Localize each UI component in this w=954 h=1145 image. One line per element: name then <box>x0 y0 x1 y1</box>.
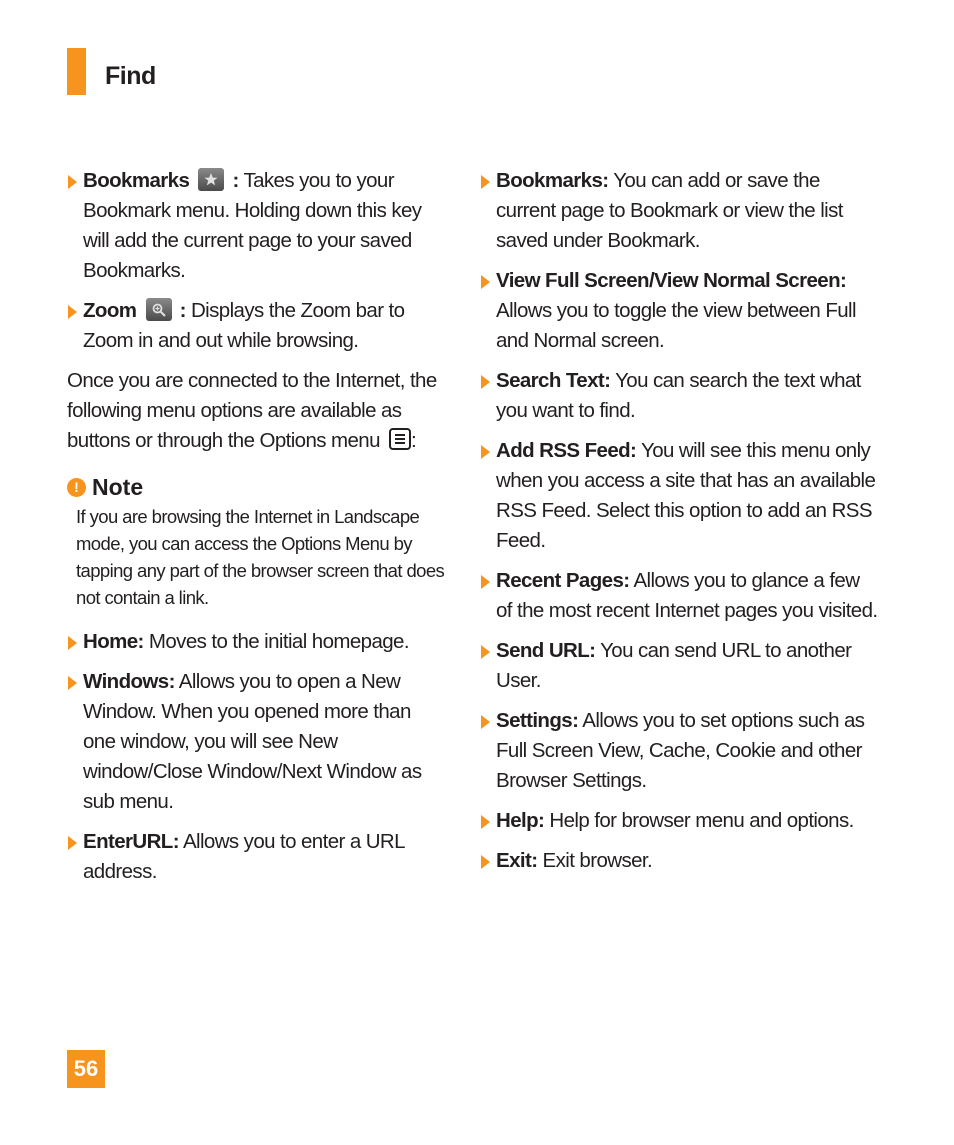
list-item-enterurl <box>67 827 447 887</box>
note-heading <box>67 474 447 501</box>
item-text: Displays the Zoom bar to Zoom in and out while browsing. <box>83 299 405 352</box>
bullet-arrow-icon <box>481 175 490 189</box>
bullet-arrow-icon <box>481 645 490 659</box>
list-item-bookmarks <box>480 166 880 256</box>
note-title: Note <box>92 474 144 500</box>
item-title: Windows: <box>83 670 175 693</box>
list-item-bookmarks-key <box>67 166 447 286</box>
note-exclamation-icon: ! <box>67 478 86 497</box>
item-title: Help: <box>496 809 545 832</box>
bullet-arrow-icon <box>481 445 490 459</box>
bullet-arrow-icon <box>481 575 490 589</box>
item-title: Search Text: <box>496 369 611 392</box>
intro-paragraph <box>67 366 447 456</box>
intro-text: Once you are connected to the Internet, the following menu options are available as buttons or through the Options menu <box>67 369 437 452</box>
item-text: You can search the text what you want to find. <box>496 369 861 422</box>
bullet-arrow-icon <box>68 636 77 650</box>
item-text: You can send URL to another User. <box>496 639 852 692</box>
item-title: Home: <box>83 630 144 653</box>
bullet-arrow-icon <box>68 305 77 319</box>
section-title: Find <box>105 62 156 90</box>
right-column <box>480 166 880 886</box>
item-colon: : <box>232 169 239 192</box>
list-item-recent-pages <box>480 566 880 626</box>
item-text: Help for browser menu and options. <box>549 809 854 832</box>
item-text: You will see this menu only when you access a site that has an available RSS Feed. Select this option to add an RSS Feed. <box>496 439 876 552</box>
list-item-zoom <box>67 296 447 356</box>
list-item-send-url <box>480 636 880 696</box>
item-title: Zoom <box>83 299 137 322</box>
list-item-exit <box>480 846 880 876</box>
item-text: You can add or save the current page to Bookmark or view the list saved under Bookmark. <box>496 169 843 252</box>
intro-colon: : <box>411 429 417 452</box>
item-title: Recent Pages: <box>496 569 630 592</box>
list-item-help <box>480 806 880 836</box>
bullet-arrow-icon <box>68 676 77 690</box>
note-text: If you are browsing the Internet in Landscape mode, you can access the Options Menu by tapping any part of the browser screen that does not contain a link. <box>76 506 445 608</box>
item-title: Settings: <box>496 709 579 732</box>
item-title: Send URL: <box>496 639 596 662</box>
list-item-settings <box>480 706 880 796</box>
zoom-magnifier-icon <box>146 298 172 321</box>
item-title: Exit: <box>496 849 538 872</box>
list-item-search-text <box>480 366 880 426</box>
item-title: View Full Screen/View Normal Screen: <box>496 269 847 292</box>
item-text: Allows you to toggle the view between Full and Normal screen. <box>496 299 856 352</box>
item-text: Allows you to set options such as Full Screen View, Cache, Cookie and other Browser Settings. <box>496 709 865 792</box>
bullet-arrow-icon <box>481 855 490 869</box>
item-text: Allows you to enter a URL address. <box>83 830 405 883</box>
page-number: 56 <box>67 1050 105 1088</box>
options-menu-icon <box>389 428 411 450</box>
bookmark-star-icon <box>198 168 224 191</box>
bullet-arrow-icon <box>481 815 490 829</box>
section-marker <box>67 48 86 95</box>
item-title: EnterURL: <box>83 830 179 853</box>
item-text: Allows you to open a New Window. When you opened more than one window, you will see New window/Close Window/Next Window as sub menu. <box>83 670 422 813</box>
item-colon: : <box>179 299 186 322</box>
left-column <box>67 166 447 897</box>
bullet-arrow-icon <box>481 715 490 729</box>
list-item-view-full-screen <box>480 266 880 356</box>
item-title: Bookmarks <box>83 169 190 192</box>
bullet-arrow-icon <box>68 836 77 850</box>
item-text: Allows you to glance a few of the most recent Internet pages you visited. <box>496 569 878 622</box>
list-item-home <box>67 627 447 657</box>
bullet-arrow-icon <box>481 275 490 289</box>
item-title: Add RSS Feed: <box>496 439 637 462</box>
list-item-add-rss-feed <box>480 436 880 556</box>
item-text: Takes you to your Bookmark menu. Holding down this key will add the current page to your saved Bookmarks. <box>83 169 422 282</box>
bullet-arrow-icon <box>481 375 490 389</box>
item-title: Bookmarks: <box>496 169 609 192</box>
bullet-arrow-icon <box>68 175 77 189</box>
item-text: Moves to the initial homepage. <box>148 630 409 653</box>
list-item-windows <box>67 667 447 817</box>
item-text: Exit browser. <box>542 849 653 872</box>
